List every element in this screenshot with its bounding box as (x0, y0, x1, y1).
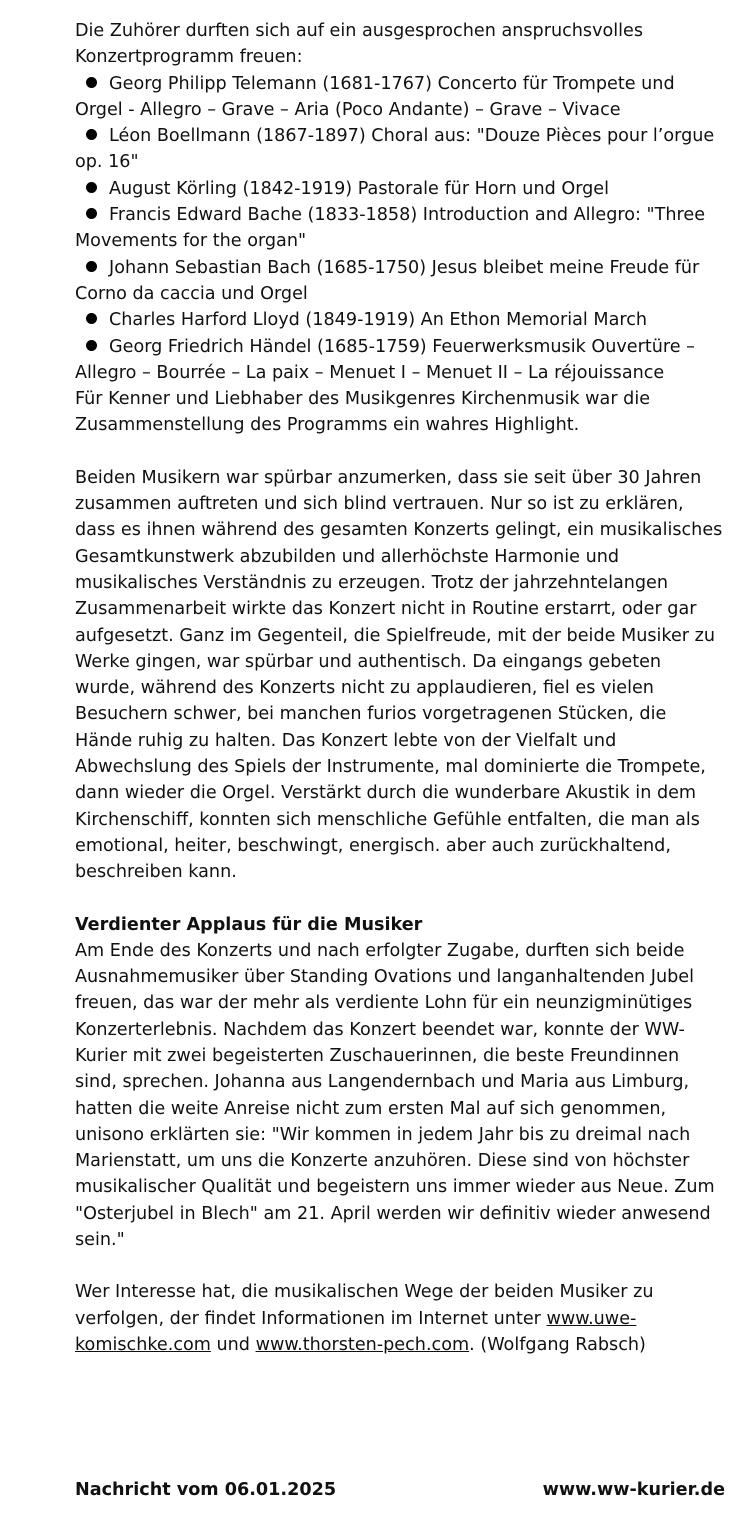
closing-text-middle: und (210, 1334, 256, 1355)
program-item-text: Georg Philipp Telemann (1681-1767) Concerto für Trompete und Orgel - Allegro – Grave – Aria (Poco Andante) – Grave – Vivace (75, 73, 675, 120)
program-item (75, 202, 725, 255)
article-body (75, 18, 725, 1358)
program-list (75, 71, 725, 387)
bullet-icon (86, 77, 97, 88)
program-item-text: Charles Harford Lloyd (1849-1919) An Ethon Memorial March (109, 310, 648, 331)
link-uwe-komischke[interactable]: www.uwe-komischke.com (75, 1308, 637, 1355)
paragraph-spacer (75, 439, 725, 465)
section-heading: Verdienter Applaus für die Musiker (75, 914, 423, 935)
paragraph-musicians: Beiden Musikern war spürbar anzumerken, dass sie seit über 30 Jahren zusammen auftreten und sich blind vertrauen. Nur so ist zu erklären, dass es ihnen während des gesamten Konzerts gelingt, ein musikalisches Gesamtkunstwerk abzubilden und allerhöchste Harmonie und musikalisches Verständnis zu erzeugen. Trotz der jahrzehntelangen Zusammenarbeit wirkte das Konzert nicht in Routine erstarrt, oder gar aufgesetzt. Ganz im Gegenteil, die Spielfreude, mit der beide Musiker zu Werke gingen, war spürbar und authentisch. Da eingangs gebeten wurde, während des Konzerts nicht zu applaudieren, fiel es vielen Besuchern schwer, bei manchen furios vorgetragenen Stücken, die Hände ruhig zu halten. Das Konzert lebte von der Vielfalt und Abwechslung des Spiels der Instrumente, mal dominierte die Trompete, dann wieder die Orgel. Verstärkt durch die wunderbare Akustik in dem Kirchenschiff, konnten sich menschliche Gefühle entfalten, die man als emotional, heiter, beschwingt, energisch. aber auch zurückhaltend, beschreiben kann. (75, 467, 723, 883)
footer-date: Nachricht vom 06.01.2025 (75, 1480, 337, 1500)
program-item-text: Johann Sebastian Bach (1685-1750) Jesus bleibet meine Freude für Corno da caccia und Orgel (75, 257, 700, 304)
program-summary: Für Kenner und Liebhaber des Musikgenres Kirchenmusik war die Zusammenstellung des Programms ein wahres Highlight. (75, 389, 651, 436)
program-item (75, 176, 725, 202)
closing-author: . (Wolfgang Rabsch) (469, 1334, 646, 1355)
program-item-text: Francis Edward Bache (1833-1858) Introduction and Allegro: "Three Movements for the organ" (75, 205, 706, 252)
link-thorsten-pech[interactable]: www.thorsten-pech.com (255, 1334, 470, 1355)
bullet-icon (86, 261, 97, 272)
bullet-icon (86, 182, 97, 193)
closing-text: Wer Interesse hat, die musikalischen Wege der beiden Musiker zu verfolgen, der findet Informationen im Internet unter (75, 1282, 654, 1329)
program-item (75, 123, 725, 176)
paragraph-closing (75, 1279, 725, 1358)
bullet-icon (86, 313, 97, 324)
program-item (75, 307, 725, 333)
bullet-icon (86, 340, 97, 351)
program-item-text: August Körling (1842-1919) Pastorale für Horn und Orgel (109, 178, 610, 199)
paragraph-spacer (75, 1253, 725, 1279)
program-item (75, 334, 725, 387)
program-item (75, 71, 725, 124)
bullet-icon (86, 129, 97, 140)
program-item (75, 255, 725, 308)
bullet-icon (86, 208, 97, 219)
program-item-text: Léon Boellmann (1867-1897) Choral aus: "Douze Pièces pour l’orgue op. 16" (75, 126, 715, 173)
program-item-text: Georg Friedrich Händel (1685-1759) Feuerwerksmusik Ouvertüre – Allegro – Bourrée – La paix – Menuet I – Menuet II – La réjouissance (75, 336, 695, 383)
intro-text: Die Zuhörer durften sich auf ein ausgesprochen anspruchsvolles Konzertprogramm freuen: (75, 21, 644, 68)
paragraph-spacer (75, 886, 725, 912)
paragraph-applause: Am Ende des Konzerts und nach erfolgter Zugabe, durften sich beide Ausnahmemusiker über Standing Ovations und langanhaltenden Jubel freuen, das war der mehr als verdiente Lohn für ein neunzigminütiges Konzerterlebnis. Nachdem das Konzert beendet war, konnte der WW-Kurier mit zwei begeisterten Zuschauerinnen, die beste Freundinnen sind, sprechen. Johanna aus Langendernbach und Maria aus Limburg, hatten die weite Anreise nicht zum ersten Mal auf sich genommen, unisono erklärten sie: "Wir kommen in jedem Jahr bis zu dreimal nach Marienstatt, um uns die Konzerte anzuhören. Diese sind von höchster musikalischer Qualität und begeistern uns immer wieder aus Neue. Zum "Osterjubel in Blech" am 21. April werden wir definitiv wieder anwesend sein." (75, 940, 715, 1251)
footer-site: www.ww-kurier.de (542, 1480, 725, 1500)
